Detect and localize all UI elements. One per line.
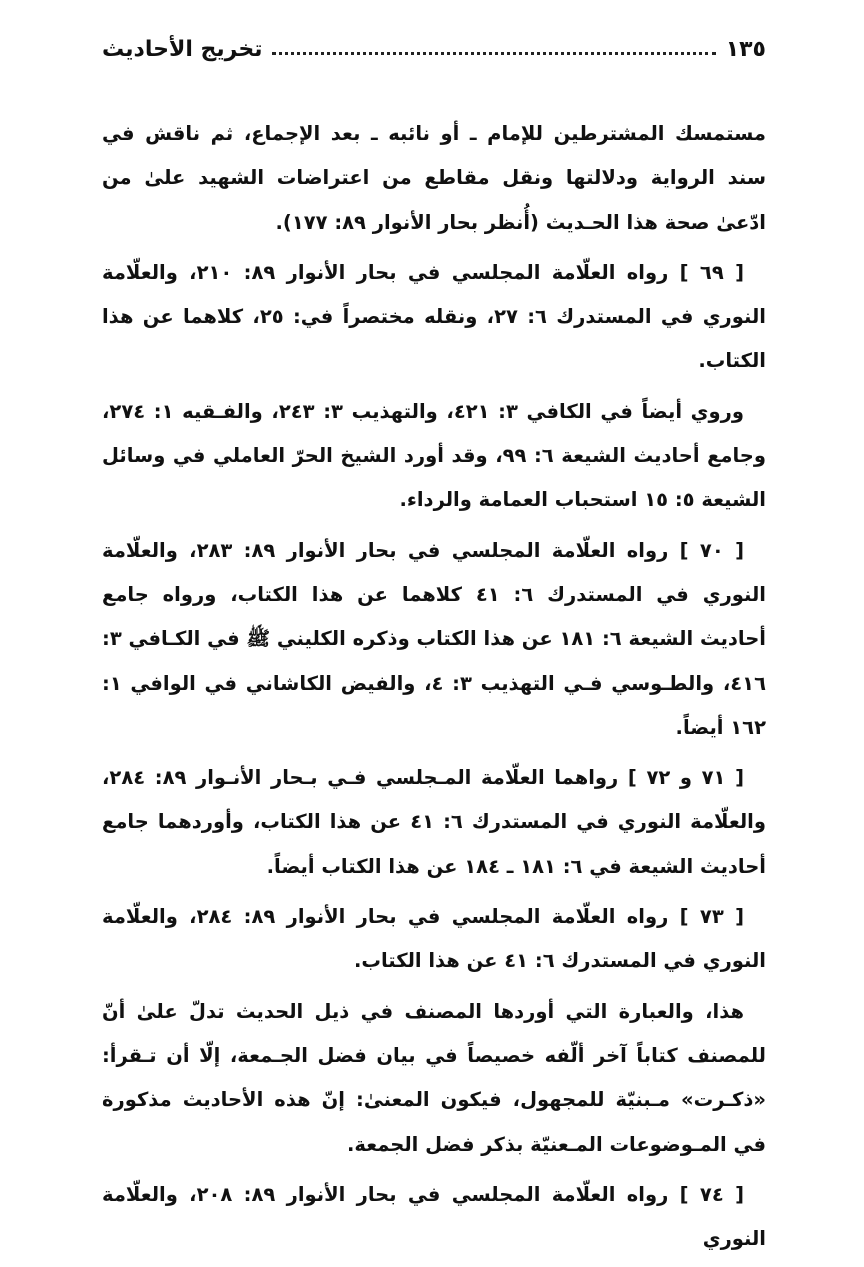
note-73-commentary: هذا، والعبارة التي أوردها المصنف في ذيل الحديث تدلّ علىٰ أنّ للمصنف كتاباً آخر ألّفه خصيصاً في بيان فضل الجـمعة، إلّا أن تـقرأ: «ذكـرت» مـبنيّة للمجهول، فيكون المعنىٰ: إنّ هذه الأحاديث مذكورة في المـوضوعات المـعنيّة بذكر فضل الجمعة. bbox=[102, 999, 766, 1156]
paragraph-continuation: مستمسك المشترطين للإمام ـ أو نائبه ـ بعد الإجماع، ثم ناقش في سند الرواية ودلالتها ونقل مقاطع من اعتراضات الشهيد علىٰ من ادّعىٰ صحة هذا الحـديث (أُنظر بحار الأنوار ٨٩: ١٧٧). bbox=[102, 122, 766, 234]
note-69: [ ٦٩ ] رواه العلّامة المجلسي في بحار الأنوار ٨٩: ٢١٠، والعلّامة النوري في المستدرك ٦: ٢٧، ونقله مختصراً في: ٢٥، كلاهما عن هذا الكتاب. bbox=[102, 260, 766, 373]
note-69-additional: وروي أيضاً في الكافي ٣: ٤٢١، والتهذيب ٣: ٢٤٣، والفـقيه ١: ٢٧٤، وجامع أحاديث الشيعة ٦: ٩٩، وقد أورد الشيخ الحرّ العاملي في وسائل الشيعة ٥: ١٥ استحباب العمامة والرداء. bbox=[102, 399, 766, 512]
dotted-leader bbox=[272, 52, 715, 55]
note-74: [ ٧٤ ] رواه العلّامة المجلسي في بحار الأنوار ٨٩: ٢٠٨، والعلّامة النوري bbox=[102, 1182, 766, 1251]
chapter-title: تخريج الأحاديث bbox=[102, 36, 263, 62]
note-70: [ ٧٠ ] رواه العلّامة المجلسي في بحار الأنوار ٨٩: ٢٨٣، والعلّامة النوري في المستدرك ٦: ٤١ كلاهما عن هذا الكتاب، ورواه جامع أحاديث الشيعة ٦: ١٨١ عن هذا الكتاب وذكره الكليني ﷺ في الكـافي ٣: ٤١٦، والطـوسي فـي التهذيب ٣: ٤، والفيض الكاشاني في الوافي ١: ١٦٢ أيضاً. bbox=[102, 538, 766, 739]
page-number: ١٣٥ bbox=[725, 36, 766, 62]
running-header bbox=[102, 30, 766, 68]
note-73: [ ٧٣ ] رواه العلّامة المجلسي في بحار الأنوار ٨٩: ٢٨٤، والعلّامة النوري في المستدرك ٦: ٤١ عن هذا الكتاب. bbox=[102, 905, 766, 973]
page-body bbox=[102, 112, 766, 1267]
note-71-72: [ ٧١ و ٧٢ ] رواهما العلّامة المـجلسي فـي بـحار الأنـوار ٨٩: ٢٨٤، والعلّامة النوري في المستدرك ٦: ٤١ عن هذا الكتاب، وأوردهما جامع أحاديث الشيعة في ٦: ١٨١ ـ ١٨٤ عن هذا الكتاب أيضاً. bbox=[102, 766, 766, 878]
